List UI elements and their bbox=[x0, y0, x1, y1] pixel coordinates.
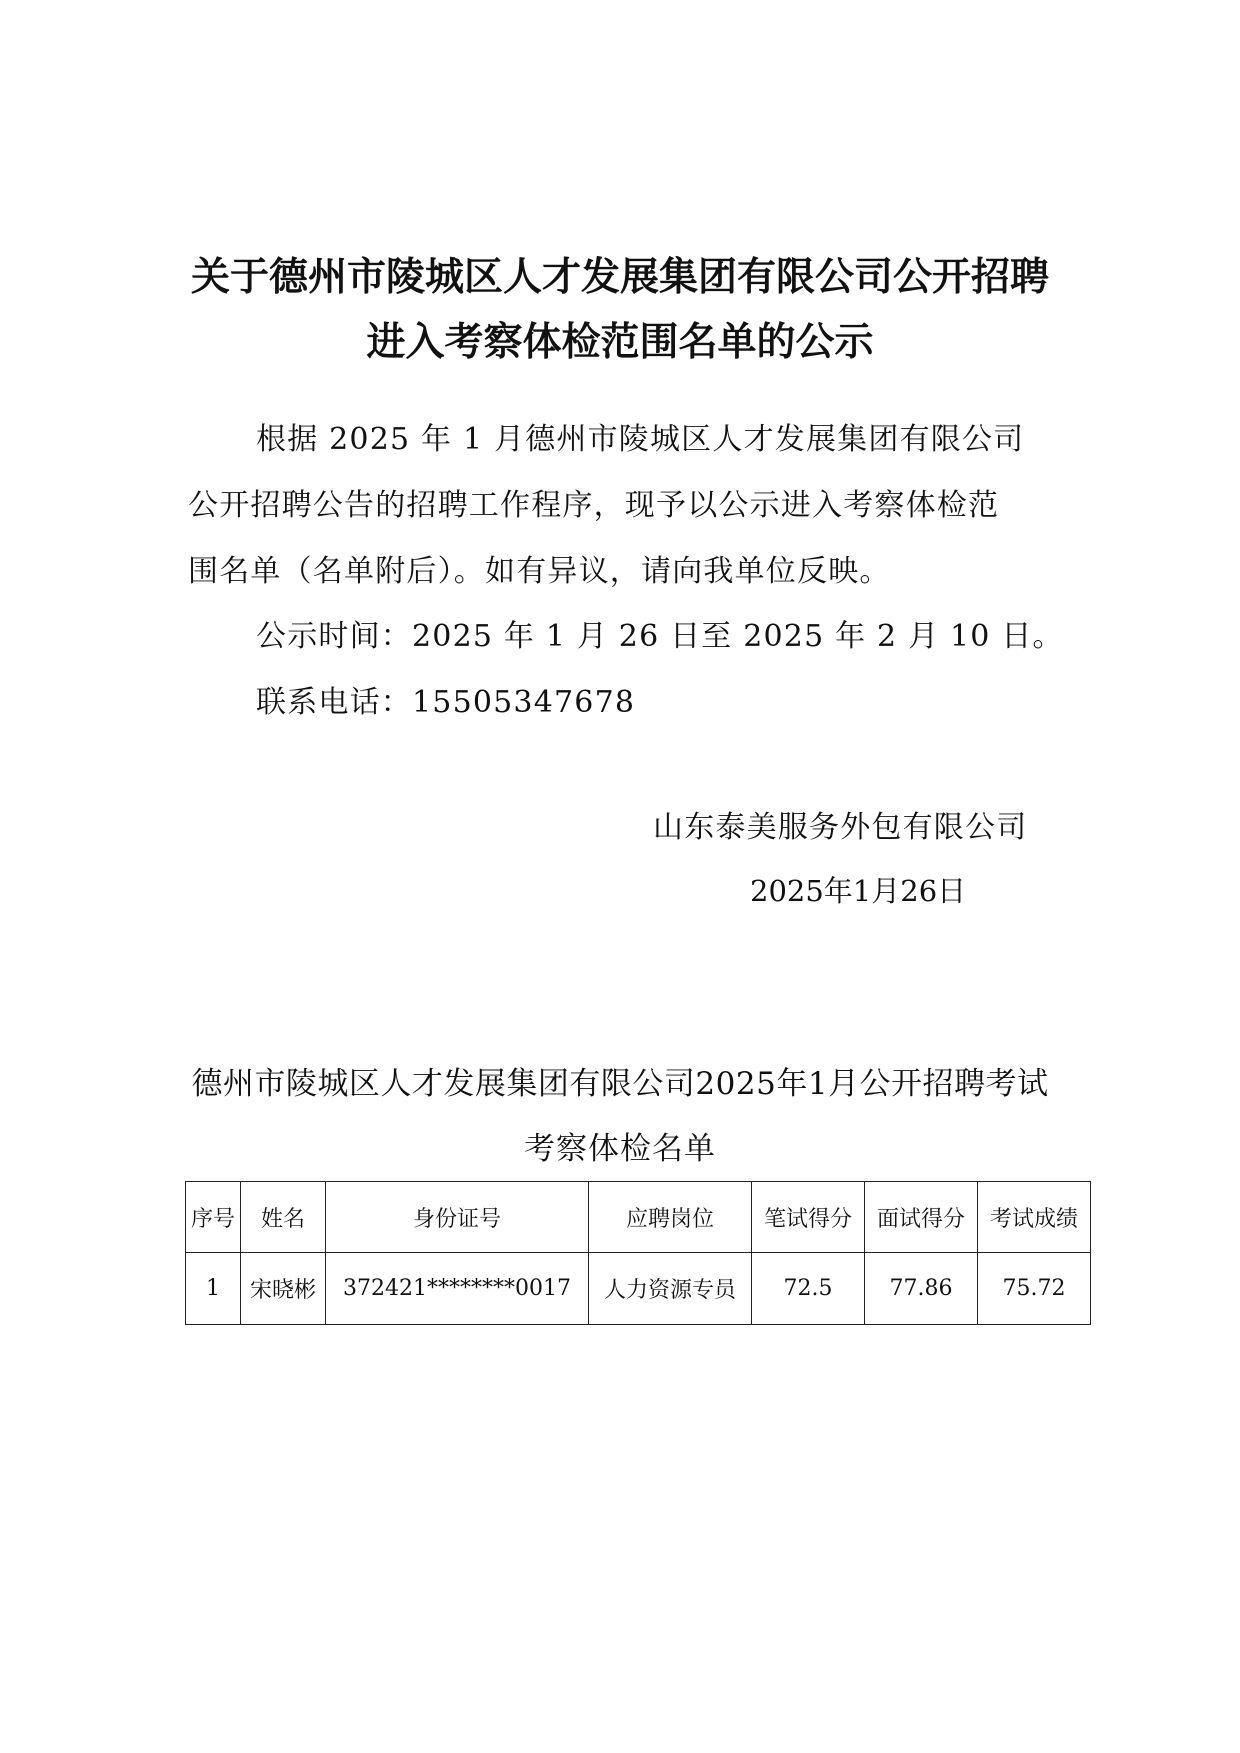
table-cell-interview-score: 77.86 bbox=[865, 1253, 978, 1325]
table-cell-written-score: 72.5 bbox=[752, 1253, 865, 1325]
signature-organization: 山东泰美服务外包有限公司 bbox=[653, 810, 1028, 845]
column-header: 身份证号 bbox=[326, 1182, 589, 1253]
table-cell-total-score: 75.72 bbox=[978, 1253, 1091, 1325]
table-cell-position: 人力资源专员 bbox=[589, 1253, 752, 1325]
column-header: 笔试得分 bbox=[752, 1182, 865, 1253]
notice-title-line-1: 关于德州市陵城区人才发展集团有限公司公开招聘 bbox=[190, 254, 1049, 300]
column-header: 面试得分 bbox=[865, 1182, 978, 1253]
signature-date: 2025年1月26日 bbox=[750, 874, 967, 908]
table-header-row bbox=[186, 1182, 1091, 1253]
table-cell-name: 宋晓彬 bbox=[241, 1253, 326, 1325]
notice-phone: 联系电话：15505347678 bbox=[256, 685, 636, 720]
list-title-line-1: 德州市陵城区人才发展集团有限公司2025年1月公开招聘考试 bbox=[191, 1066, 1049, 1102]
table-cell-id-number: 372421********0017 bbox=[326, 1253, 589, 1325]
column-header: 应聘岗位 bbox=[589, 1182, 752, 1253]
column-header: 姓名 bbox=[241, 1182, 326, 1253]
notice-body-line-3: 围名单（名单附后）。如有异议，请向我单位反映。 bbox=[188, 554, 891, 589]
table-row bbox=[186, 1253, 1091, 1325]
column-header: 序号 bbox=[186, 1182, 241, 1253]
notice-title-line-2: 进入考察体检范围名单的公示 bbox=[366, 319, 874, 365]
list-title-line-2: 考察体检名单 bbox=[524, 1131, 716, 1167]
candidate-table bbox=[185, 1181, 1091, 1325]
notice-body-line-1: 根据 2025 年 1 月德州市陵城区人才发展集团有限公司 bbox=[256, 422, 1025, 457]
table-cell-index: 1 bbox=[186, 1253, 241, 1325]
notice-period: 公示时间：2025 年 1 月 26 日至 2025 年 2 月 10 日。 bbox=[256, 619, 1064, 654]
notice-body-line-2: 公开招聘公告的招聘工作程序，现予以公示进入考察体检范 bbox=[188, 488, 1000, 523]
column-header: 考试成绩 bbox=[978, 1182, 1091, 1253]
